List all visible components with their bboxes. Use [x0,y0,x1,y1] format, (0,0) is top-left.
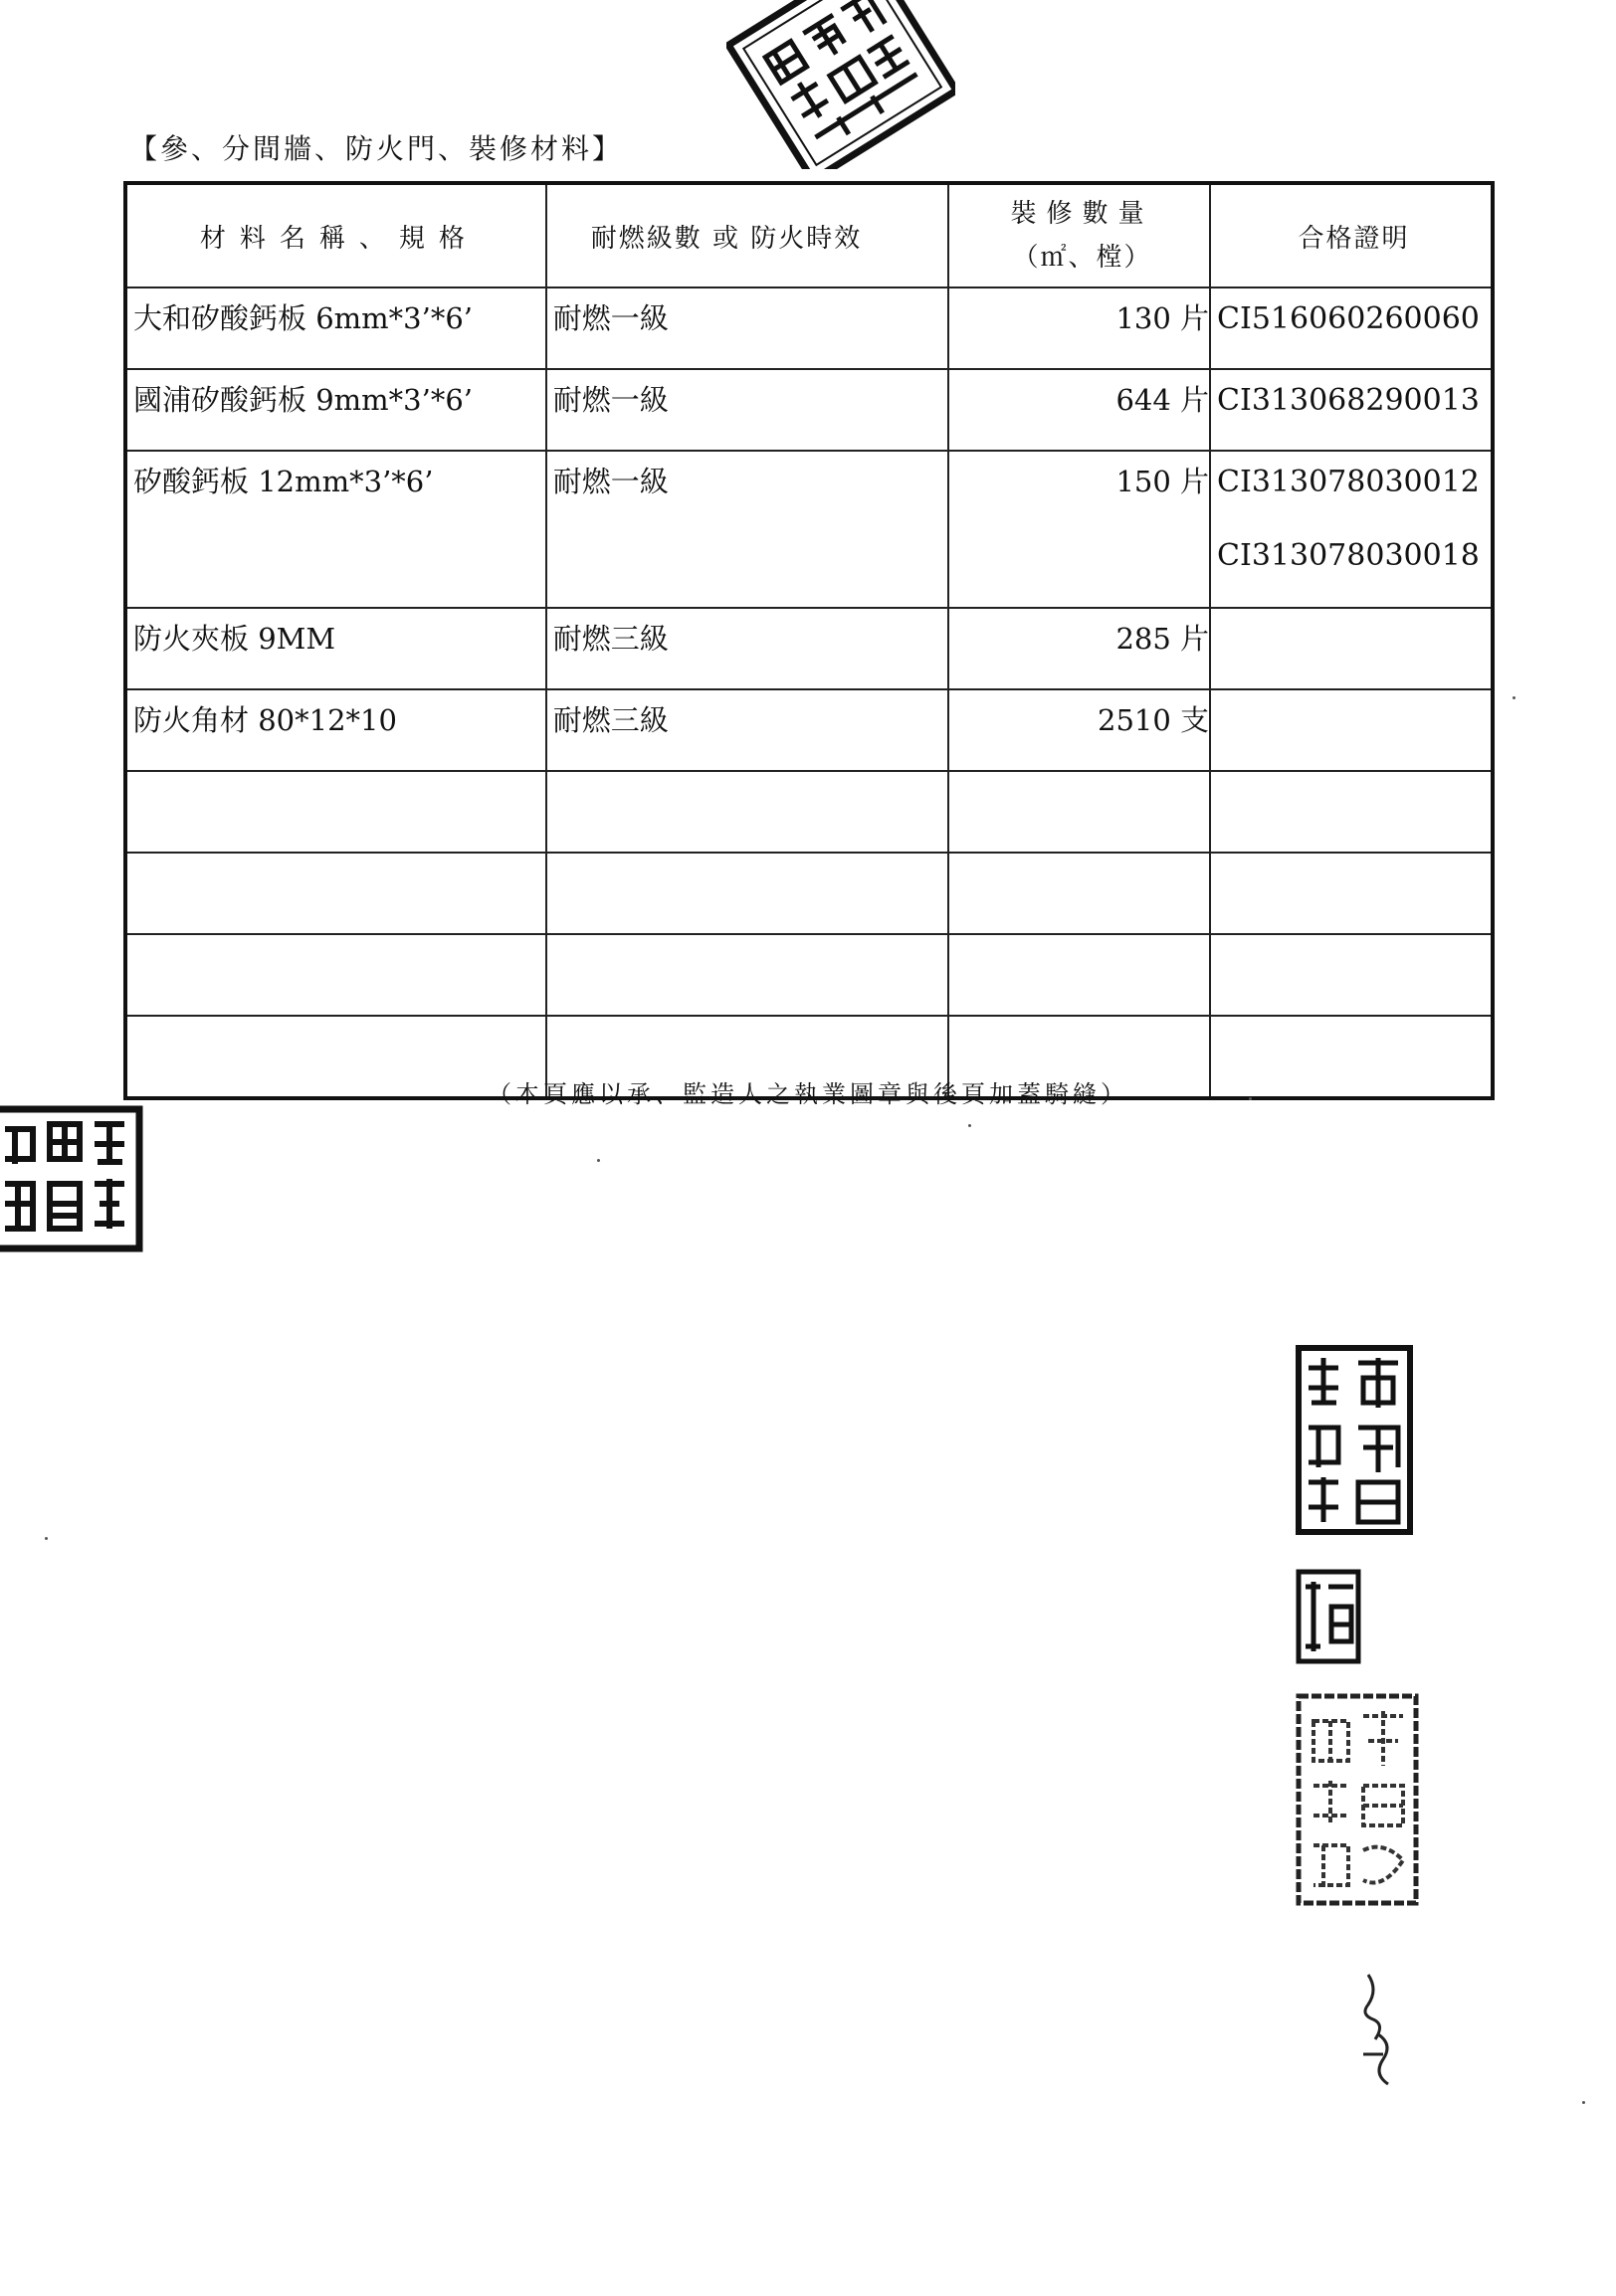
empty-cell [1210,934,1493,1016]
empty-row [125,934,1493,1016]
empty-cell [948,853,1210,934]
scan-speck [45,1537,48,1540]
header-cert: 合格證明 [1210,183,1493,287]
table-header-row [125,183,1493,287]
signature [1353,1965,1403,2104]
material-cell: 國浦矽酸鈣板 9mm*3’*6’ [125,369,546,451]
empty-cell [1210,771,1493,853]
empty-cell [546,853,948,934]
top-center-seal [726,0,955,169]
cert-cell [1210,608,1493,689]
materials-table [123,181,1495,1100]
table-row [125,608,1493,689]
right-seal-3 [1294,1691,1423,1910]
empty-cell [546,934,948,1016]
grade-cell: 耐燃三級 [546,608,948,689]
scan-speck [1249,1097,1252,1100]
quantity-cell: 130 片 [948,287,1210,369]
empty-row [125,853,1493,934]
table-row [125,287,1493,369]
scan-speck [968,1124,971,1127]
quantity-cell: 150 片 [948,451,1210,608]
grade-cell: 耐燃一級 [546,451,948,608]
grade-cell: 耐燃一級 [546,287,948,369]
cert-cell: CI516060260060 [1210,287,1493,369]
material-cell: 防火角材 80*12*10 [125,689,546,771]
empty-cell [948,934,1210,1016]
header-material: 材料名稱、規格 [125,183,546,287]
right-seal-1 [1294,1343,1418,1537]
quantity-cell: 2510 支 [948,689,1210,771]
empty-cell [125,771,546,853]
material-cell: 矽酸鈣板 12mm*3’*6’ [125,451,546,608]
table-row [125,369,1493,451]
header-quantity-label: 裝修數量 [1010,199,1154,229]
cert-cell [1210,451,1493,608]
empty-cell [1210,853,1493,934]
table-row [125,689,1493,771]
cert-cell [1210,689,1493,771]
quantity-cell: 644 片 [948,369,1210,451]
section-title: 【參、分間牆、防火門、裝修材料】 [129,132,624,165]
header-quantity-unit: （㎡、樘） [1012,243,1152,273]
header-quantity [948,183,1210,287]
scan-speck [597,1159,600,1162]
right-seal-2 [1294,1567,1363,1666]
empty-cell [125,934,546,1016]
quantity-cell: 285 片 [948,608,1210,689]
scan-speck [1582,2101,1585,2104]
empty-cell [125,853,546,934]
cert-cell: CI313068290013 [1210,369,1493,451]
scan-speck [1513,696,1515,699]
grade-cell: 耐燃三級 [546,689,948,771]
empty-cell [546,771,948,853]
empty-row [125,771,1493,853]
cert-number: CI313078030012 [1217,465,1480,499]
empty-cell [948,771,1210,853]
left-margin-seal [0,1104,149,1253]
footer-note: （本頁應以承、監造人之執業圖章與後頁加蓋騎縫） [488,1080,1128,1108]
table-row [125,451,1493,608]
material-cell: 防火夾板 9MM [125,608,546,689]
grade-cell: 耐燃一級 [546,369,948,451]
material-cell: 大和矽酸鈣板 6mm*3’*6’ [125,287,546,369]
cert-number-2: CI313078030018 [1217,538,1480,573]
header-grade: 耐燃級數 或 防火時效 [546,183,948,287]
